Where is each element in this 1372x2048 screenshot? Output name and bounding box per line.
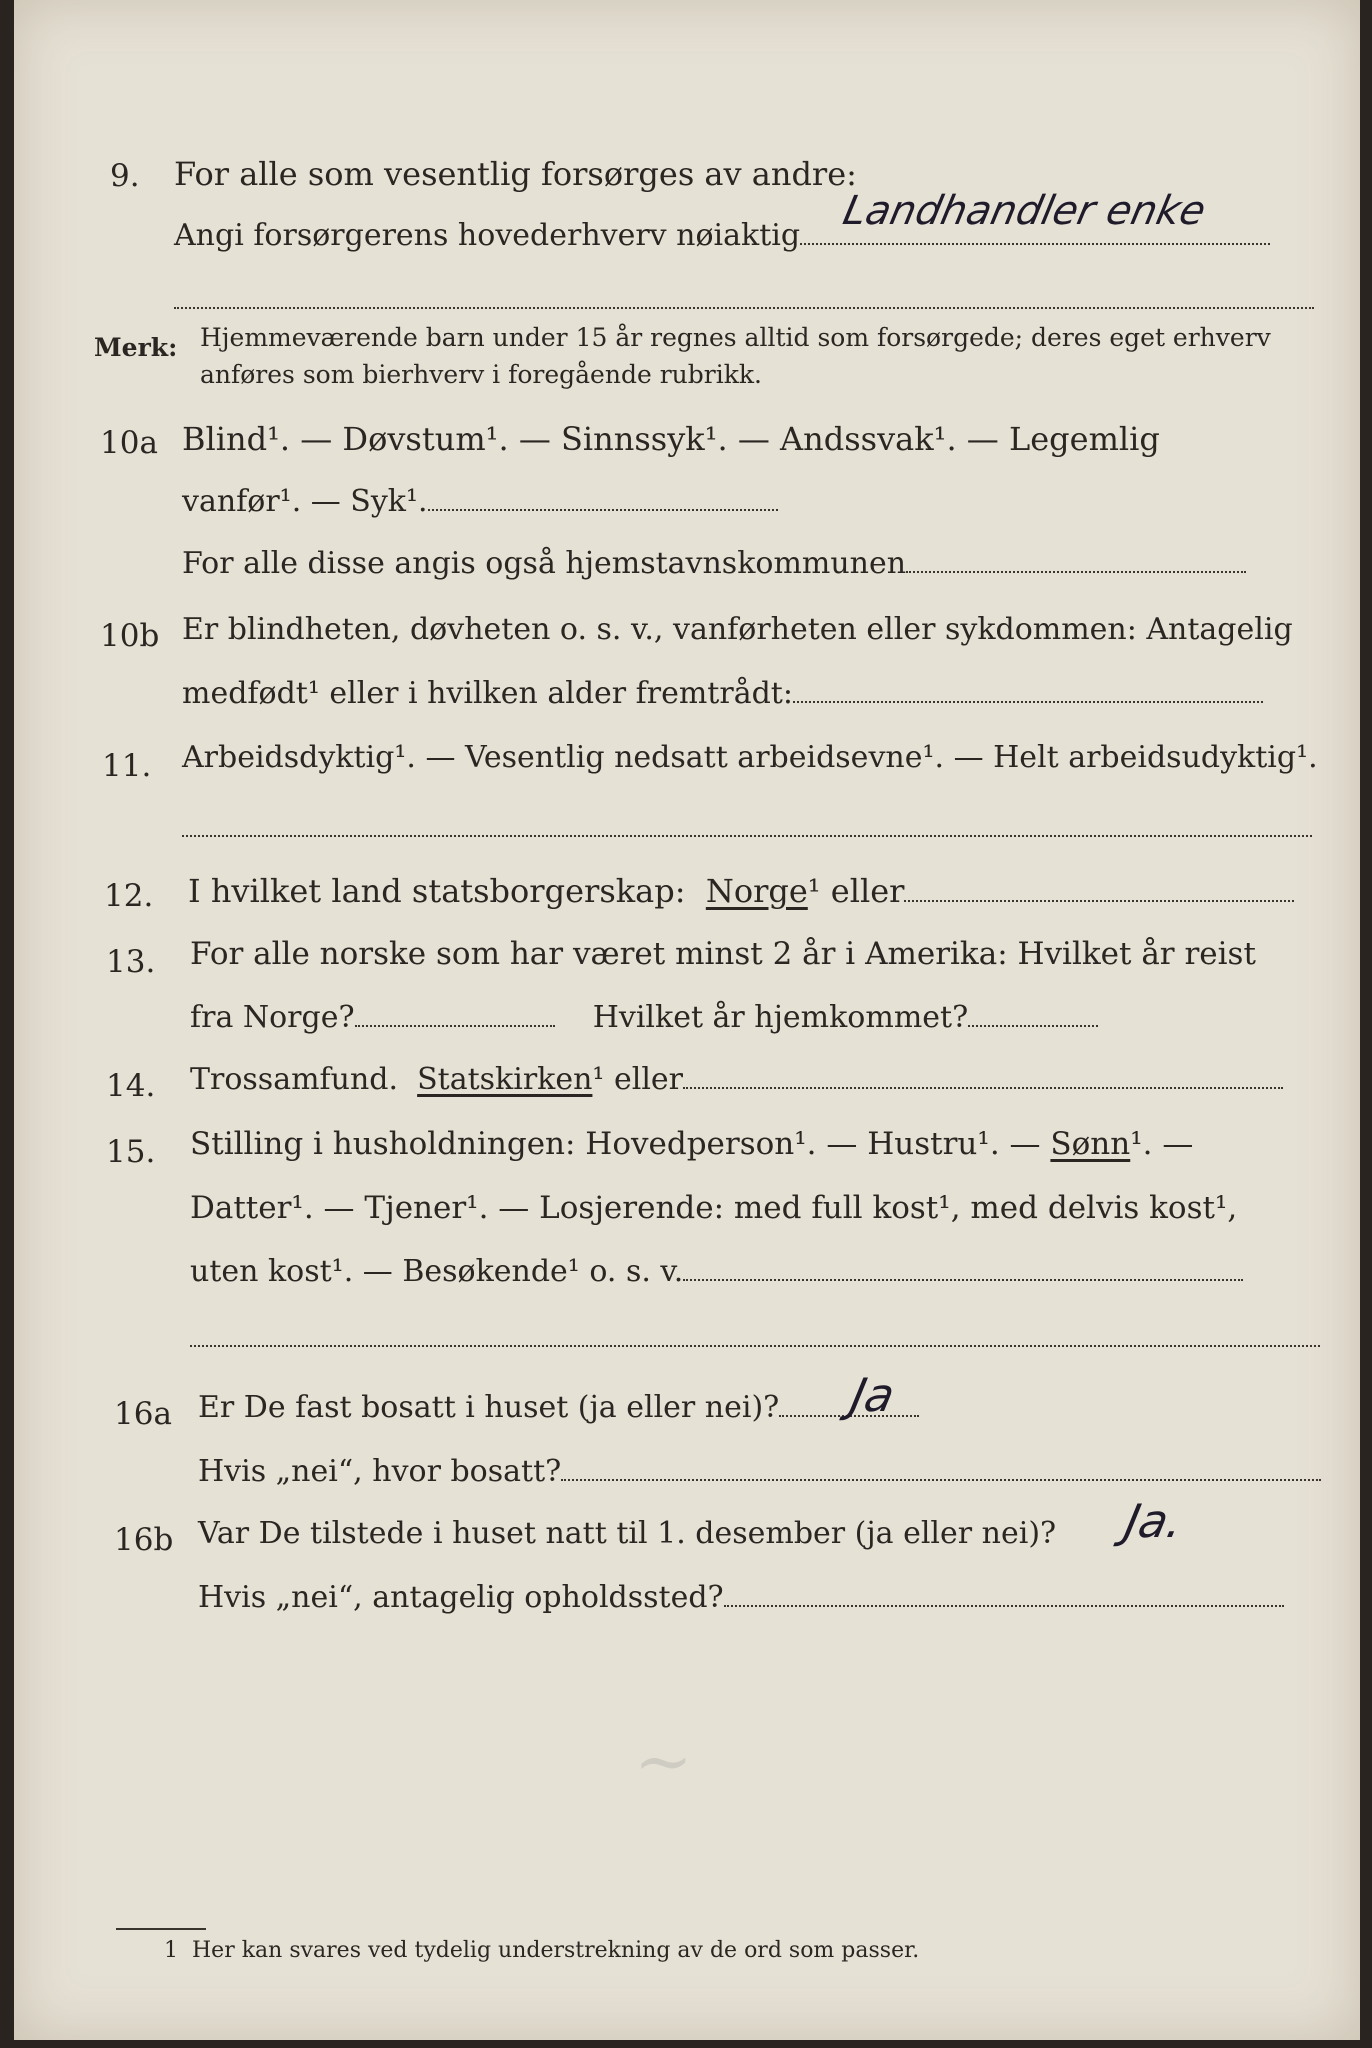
q10a-line2-text: vanfør¹. — Syk¹. [182,484,428,519]
q13-line1: For alle norske som har været minst 2 år i Amerika: Hvilket år reist [190,936,1256,972]
q12-other-line [904,899,1294,902]
q12-norge-underlined: Norge [705,872,808,910]
q9-answer-line [800,242,1270,245]
q13-line2 [190,1000,1098,1035]
q14-number: 14. [106,1068,156,1104]
q10a-syk-line [428,508,778,511]
q10a-line2 [182,484,778,519]
q16a-handwritten-answer: Ja [846,1368,900,1422]
q16a-line2 [198,1454,1321,1489]
q10b-alder-line [793,700,1263,703]
q16a-bosatt-line [561,1478,1321,1481]
q9-line1: For alle som vesentlig forsørges av andre: [174,155,857,193]
q12-line [188,872,1294,910]
q16a-line2-text: Hvis „nei“, hvor bosatt? [198,1454,562,1489]
q15-line1-text: Stilling i husholdningen: Hovedperson¹. — Hustru¹. — [190,1126,1041,1162]
q15-line1 [190,1126,1193,1162]
q12-eller: ¹ eller [807,872,905,910]
q13-number: 13. [106,944,156,980]
q15-line3-text: uten kost¹. — Besøkende¹ o. s. v. [190,1254,684,1289]
q16a-line1 [198,1390,919,1425]
q10a-line3 [182,546,1246,581]
q13-hjemkommet-text: Hvilket år hjemkommet? [592,1000,969,1035]
q14-line [190,1062,1283,1097]
q11-number: 11. [102,748,152,784]
q10b-line1: Er blindheten, døvheten o. s. v., vanførheten eller sykdommen: Antagelig [182,612,1293,647]
q13-reist-text: fra Norge? [190,1000,355,1035]
q9-handwritten-answer: Landhandler enke [839,188,1210,234]
bleed-through-mark: ~ [634,1720,693,1802]
q15-line1-end: ¹. — [1130,1126,1194,1162]
q15-line3 [190,1254,1243,1289]
q14-statskirken-underlined: Statskirken [417,1062,593,1097]
q10b-line2-text: medfødt¹ eller i hvilken alder fremtrådt: [182,676,793,711]
merk-label: Merk: [94,333,178,362]
merk-line2: anføres som bierhverv i foregående rubrikk. [200,360,762,389]
q16b-line1: Var De tilstede i huset natt til 1. desember (ja eller nei)? [198,1516,1057,1551]
q16b-handwritten-answer: Ja. [1120,1494,1189,1548]
q10a-line3-text: For alle disse angis også hjemstavnskommunen [182,546,907,581]
footnote [164,1938,919,1963]
q10a-number: 10a [100,425,158,461]
q9-number: 9. [110,158,140,194]
q15-other-line [683,1278,1243,1281]
q13-reist-line [355,1024,555,1027]
q16b-line2-text: Hvis „nei“, antagelig opholdssted? [198,1580,724,1615]
q16a-number: 16a [114,1396,172,1432]
q15-sonn-underlined: Sønn [1050,1126,1131,1162]
q9-extra-line [174,282,1314,317]
q13-hjemkommet-line [968,1024,1098,1027]
q16b-opholdssted-line [724,1604,1284,1607]
q16a-line1-text: Er De fast bosatt i huset (ja eller nei)? [198,1390,780,1425]
q10b-number: 10b [100,618,160,654]
q10b-line2 [182,676,1263,711]
footnote-rule [116,1928,206,1930]
q11-line1: Arbeidsdyktig¹. — Vesentlig nedsatt arbeidsevne¹. — Helt arbeidsudyktig¹. [182,740,1318,775]
q15-line2: Datter¹. — Tjener¹. — Losjerende: med full kost¹, med delvis kost¹, [190,1190,1238,1226]
footnote-text: Her kan svares ved tydelig understrekning av de ord som passer. [192,1938,920,1963]
q15-extra-line [190,1320,1320,1355]
footnote-mark: 1 [164,1938,178,1963]
merk-line1: Hjemmeværende barn under 15 år regnes alltid som forsørgede; deres eget erhverv [200,323,1271,352]
q10a-line1: Blind¹. — Døvstum¹. — Sinnssyk¹. — Andssvak¹. — Legemlig [182,420,1160,458]
census-form-page [14,0,1360,2040]
q14-text: Trossamfund. [190,1062,399,1097]
q12-text: I hvilket land statsborgerskap: [188,872,686,910]
q9-line2-text: Angi forsørgerens hovederhverv nøiaktig [174,218,801,253]
q11-extra-line [182,810,1312,845]
q14-other-line [683,1086,1283,1089]
q16b-number: 16b [114,1522,174,1558]
q16b-line2 [198,1580,1284,1615]
q10a-hjemstavn-line [906,570,1246,573]
q15-number: 15. [106,1134,156,1170]
q14-eller: ¹ eller [592,1062,684,1097]
q12-number: 12. [104,878,154,914]
